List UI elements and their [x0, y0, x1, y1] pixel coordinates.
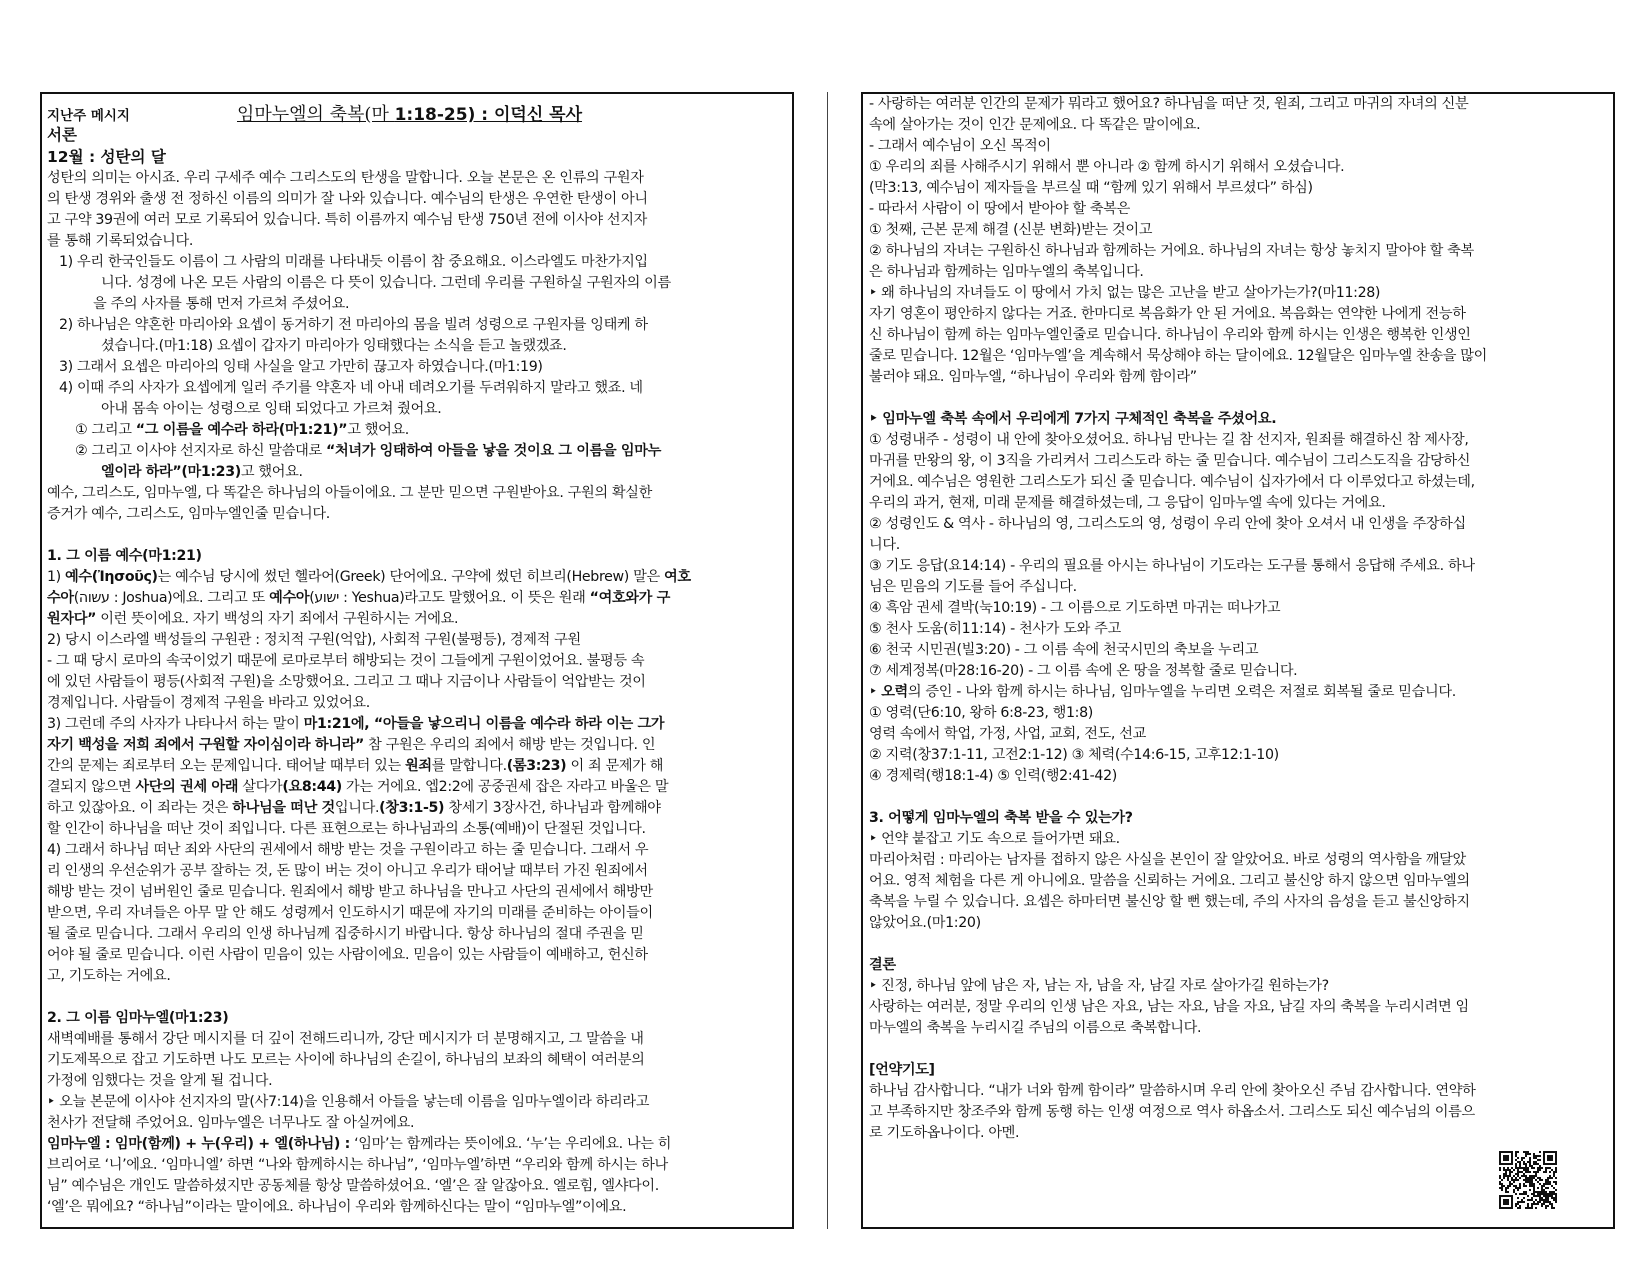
text-span: 하고 있잖아요. 이 죄라는 것은 [47, 800, 233, 816]
title-reference: 1:18-25) : 이덕신 목사 [394, 105, 583, 125]
bold-text: 오력 [881, 684, 908, 700]
text-line: 새벽예배를 통해서 강단 메시지를 더 깊이 전해드리니까, 강단 메시지가 더 분명해지고, 그 말씀을 내 [47, 1031, 644, 1047]
left-body [47, 124, 788, 1218]
text-span: ① 그리고 [75, 422, 136, 438]
text-line: 천사가 전달해 주었어요. 임마누엘은 너무나도 잘 아실꺼에요. [47, 1115, 415, 1131]
text-line: 받으면, 우리 자녀들은 아무 말 안 해도 성령께서 인도하시기 때문에 자기의 미래를 준비하는 아이들이 [47, 905, 653, 921]
subheading: [언약기도] [869, 1062, 935, 1078]
text-line: ① 첫째, 근본 문제 해결 (신분 변화)받는 것이고 [869, 222, 1153, 238]
spacer [869, 787, 1609, 808]
text-line: 사랑하는 여러분, 정말 우리의 인생 남은 자요, 남는 자요, 남을 자요, 남길 자의 축복을 누리시려면 임 [869, 999, 1469, 1015]
text-line: 4) 이때 주의 사자가 요셉에게 일러 주기를 약혼자 네 아내 데려오기를 두려워하지 말라고 했죠. 네 [59, 380, 643, 396]
right-column [861, 92, 1615, 1229]
text-line: 님은 믿음의 기도를 들어 주십니다. [869, 579, 1077, 595]
text-line [47, 462, 788, 483]
text-span: ‘임마’는 함께라는 뜻이에요. ‘누’는 우리에요. 나는 히 [349, 1136, 672, 1152]
bold-text: “그 이름을 예수라 하라(마1:21)” [135, 422, 348, 438]
text-line: 마누엘의 축복을 누리시길 주님의 이름으로 축복합니다. [869, 1020, 1202, 1036]
text-line: 경제입니다. 사람들이 경제적 구원을 바라고 있었어요. [47, 695, 370, 711]
text-line: 기도제목으로 잡고 기도하면 나도 모르는 사이에 하나님의 손길이, 하나님의 보좌의 혜택이 여러분의 [47, 1052, 645, 1068]
text-line: 할 인간이 하나님을 떠난 것이 죄입니다. 다른 표현으로는 하나님과의 소통(예배)이 단절된 것입니다. [47, 821, 646, 837]
text-line: 리 인생의 우선순위가 공부 잘하는 것, 돈 많이 버는 것이 아니고 우리가 태어날 때부터 가진 원죄에서 [47, 863, 648, 879]
text-line: ① 성령내주 - 성령이 내 안에 찾아오셨어요. 하나님 만나는 길 참 선지자, 원죄를 해결하신 참 제사장, [869, 432, 1469, 448]
text-line [47, 714, 788, 735]
text-line: 브리어로 ‘니’에요. ‘임마니엘’ 하면 “나와 함께하시는 하나님”, ‘임마누엘’하면 “우리와 함께 하시는 하나 [47, 1157, 668, 1173]
bold-text: 자기 백성을 저희 죄에서 구원할 자이심이라 하니라” [47, 737, 364, 753]
text-line: ② 하나님의 자녀는 구원하신 하나님과 함께하는 거에요. 하나님의 자녀는 항상 놓치지 말아야 할 축복 [869, 243, 1474, 259]
text-line: ① 영력(단6:10, 왕하 6:8-23, 행1:8) [869, 705, 1093, 721]
text-span: 이 죄 문제가 해 [566, 758, 664, 774]
bold-text: 엘이라 하라”(마1:23) [101, 464, 241, 480]
header [47, 100, 788, 124]
bold-text: 마1:21에, “아들을 낳으리니 이름을 예수라 하라 이는 그가 [303, 716, 665, 732]
text-line: ⑥ 천국 시민권(빌3:20) - 그 이름 속에 천국시민의 축보을 누리고 [869, 642, 1259, 658]
text-span: 창세기 3장사건, 하나님과 함께해야 [444, 800, 661, 816]
text-line: ⑦ 세계정복(마28:16-20) - 그 이름 속에 온 땅을 정복할 줄로 믿습니다. [869, 663, 1298, 679]
text-line: ② 지력(창37:1-11, 고전2:1-12) ③ 체력(수14:6-15, 고후12:1-10) [869, 747, 1279, 763]
bold-text: 여호 [663, 569, 691, 585]
text-line: ④ 흑암 권세 결박(눅10:19) - 그 이름으로 기도하면 마귀는 떠나가고 [869, 600, 1281, 616]
text-line: 니다. 성경에 나온 모든 사람의 이름은 다 뜻이 있습니다. 그런데 우리를 구원하실 구원자의 이름 [101, 275, 671, 291]
subheading: 2. 그 이름 임마누엘(마1:23) [47, 1010, 229, 1026]
text-line: 않았어요.(마1:20) [869, 915, 981, 931]
text-line: 2) 당시 이스라엘 백성들의 구원관 : 정치적 구원(억압), 사회적 구원(불평등), 경제적 구원 [47, 632, 581, 648]
text-line [47, 441, 788, 462]
text-line: 성탄의 의미는 아시죠. 우리 구세주 예수 그리스도의 탄생을 말합니다. 오늘 본문은 온 인류의 구원자 [47, 170, 644, 186]
text-line: 축복을 누릴 수 있습니다. 요셉은 하마터면 불신앙 할 뻔 했는데, 주의 사자의 음성을 듣고 불신앙하지 [869, 894, 1470, 910]
text-line [47, 735, 788, 756]
text-line: 가정에 임했다는 것을 알게 될 겁니다. [47, 1073, 273, 1089]
text-line: ③ 기도 응답(요14:14) - 우리의 필요를 아시는 하나님이 기도라는 도구를 통해서 응답해 주세요. 하나 [869, 558, 1475, 574]
text-line [47, 756, 788, 777]
section-heading: 12월 : 성탄의 달 [47, 148, 166, 166]
text-line: ‣ 진정, 하나님 앞에 남은 자, 남는 자, 남을 자, 남길 자로 살아가길 원하는가? [869, 978, 1329, 994]
spacer [869, 388, 1609, 409]
text-span: 참 구원은 우리의 죄에서 해방 받는 것입니다. 인 [363, 737, 656, 753]
text-line: 해방 받는 것이 넘버원인 줄로 믿습니다. 원죄에서 해방 받고 하나님을 만나고 사단의 권세에서 해방만 [47, 884, 653, 900]
text-line: 고 구약 39권에 여러 모로 기록되어 있습니다. 특히 이름까지 예수님 탄생 750년 전에 이사야 선지자 [47, 212, 647, 228]
text-line: - 따라서 사람이 이 땅에서 받아야 할 축복은 [869, 201, 1130, 217]
text-line [47, 567, 788, 588]
bold-text: (요8:44) [282, 779, 342, 795]
text-line: 예수, 그리스도, 임마누엘, 다 똑같은 하나님의 아들이에요. 그 분만 믿으면 구원받아요. 구원의 확실한 [47, 485, 652, 501]
text-line: 4) 그래서 하나님 떠난 죄와 사단의 권세에서 해방 받는 것을 구원이라고 하는 줄 믿습니다. 그래서 우 [47, 842, 649, 858]
text-line: 줄로 믿습니다. 12월은 ‘임마누엘’을 계속해서 묵상해야 하는 달이에요. 12월달은 임마누엘 찬송을 많이 [869, 348, 1487, 364]
text-line: ‣ 언약 붙잡고 기도 속으로 들어가면 돼요. [869, 831, 1120, 847]
text-line: 거에요. 예수님은 영원한 그리스도가 되신 줄 믿습니다. 예수님이 십자가에서 다 이루었다고 하셨는데, [869, 474, 1475, 490]
text-line: ④ 경제력(행18:1-4) ⑤ 인력(행2:41-42) [869, 768, 1117, 784]
text-line: ② 성령인도 & 역사 - 하나님의 영, 그리스도의 영, 성령이 우리 안에 찾아 오셔서 내 인생을 주장하십 [869, 516, 1466, 532]
bold-text: (롬3:23) [506, 758, 567, 774]
text-line: 은 하나님과 함께하는 임마누엘의 축복입니다. [869, 264, 1144, 280]
text-line: 로 기도하옵나이다. 아멘. [869, 1125, 1020, 1141]
text-line: 영력 속에서 학업, 가정, 사업, 교회, 전도, 선교 [869, 726, 1146, 742]
spacer [47, 525, 788, 546]
text-line: - 그래서 예수님이 오신 목적이 [869, 138, 1051, 154]
text-line: 하나님 감사합니다. “내가 너와 함께 함이라” 말씀하시며 우리 안에 찾아오신 주님 감사합니다. 연약하 [869, 1083, 1476, 1099]
subheading: 1. 그 이름 예수(마1:21) [47, 548, 202, 564]
text-span: 고 했어요. [240, 464, 303, 480]
text-span: 결되지 않으면 [47, 779, 136, 795]
text-line: - 사랑하는 여러분 인간의 문제가 뭐라고 했어요? 하나님을 떠난 것, 원죄, 그리고 마귀의 자녀의 신분 [869, 96, 1469, 112]
text-line [869, 682, 1609, 703]
text-line: 속에 살아가는 것이 인간 문제에요. 다 똑같은 말이에요. [869, 117, 1201, 133]
bold-text: 예수아 [269, 590, 310, 606]
bold-text: 원죄 [404, 758, 432, 774]
text-span: ② 그리고 이사야 선지자로 하신 말씀대로 [75, 443, 327, 459]
text-line: 을 주의 사자를 통해 먼저 가르쳐 주셨어요. [93, 296, 350, 312]
text-span: ‣ [869, 684, 882, 700]
text-line: 신 하나님이 함께 하는 임마누엘인줄로 믿습니다. 하나님이 우리와 함께 하시는 인생은 행복한 인생인 [869, 327, 1471, 343]
text-line [47, 1134, 788, 1155]
qr-code-icon [1499, 1151, 1557, 1209]
text-span: 는 예수님 당시에 썼던 헬라어(Greek) 단어에요. 구약에 썼던 히브리(Hebrew) 말은 [157, 569, 664, 585]
bold-text: “여호와가 구 [589, 590, 670, 606]
text-span: 3) 그런데 주의 사자가 나타나서 하는 말이 [47, 716, 304, 732]
text-line: 우리의 과거, 현재, 미래 문제를 해결하셨는데, 그 응답이 임마누엘 속에 있다는 거에요. [869, 495, 1386, 511]
text-line [47, 588, 788, 609]
text-line: ‣ 오늘 본문에 이사야 선지자의 말(사7:14)을 인용해서 아들을 낳는데 이름을 임마누엘이라 하리라고 [47, 1094, 650, 1110]
text-span: 1) [47, 569, 66, 585]
text-line: - 그 때 당시 로마의 속국이었기 때문에 로마로부터 해방되는 것이 그들에게 구원이었어요. 불평등 속 [47, 653, 645, 669]
left-column [40, 92, 794, 1229]
right-body [869, 94, 1609, 1144]
text-span: 입니다. [334, 800, 380, 816]
text-line [47, 777, 788, 798]
text-line: 1) 우리 한국인들도 이름이 그 사람의 미래를 나타내듯 이름이 참 중요해요. 이스라엘도 마찬가지입 [59, 254, 648, 270]
text-line [47, 609, 788, 630]
text-line: 어야 될 줄로 믿습니다. 이런 사람이 믿음이 있는 사람이에요. 믿음이 있는 사람들이 예배하고, 헌신하 [47, 947, 648, 963]
text-span: 의 증인 - 나와 함께 하시는 하나님, 임마누엘을 누리면 오력은 저절로 회복될 줄로 믿습니다. [907, 684, 1456, 700]
subheading: 3. 어떻게 임마누엘의 축복 받을 수 있는가? [869, 810, 1133, 826]
text-span: 를 말합니다. [431, 758, 507, 774]
text-line: 셨습니다.(마1:18) 요셉이 갑자기 마리아가 잉태했다는 소식을 듣고 놀랬겠죠. [101, 338, 567, 354]
text-line: 고, 기도하는 거에요. [47, 968, 171, 984]
text-line: ⑤ 천사 도움(히11:14) - 천사가 도와 주고 [869, 621, 1121, 637]
text-line: ‣ 왜 하나님의 자녀들도 이 땅에서 가치 없는 많은 고난을 받고 살아가는가?(마11:28) [869, 285, 1381, 301]
text-span: 이런 뜻이에요. 자기 백성의 자기 죄에서 구원하시는 거에요. [96, 611, 459, 627]
text-line: 불러야 돼요. 임마누엘, “하나님이 우리와 함께 함이라” [869, 369, 1197, 385]
text-line: ‘엘’은 뭐에요? “하나님”이라는 말이에요. 하나님이 우리와 함께하신다는 말이 “임마누엘”이에요. [47, 1199, 627, 1215]
text-span: 가는 거에요. 엡2:2에 공중권세 잡은 자라고 바울은 말 [341, 779, 669, 795]
text-span: 간의 문제는 죄로부터 오는 문제입니다. 태어날 때부터 있는 [47, 758, 405, 774]
spacer [47, 987, 788, 1008]
text-line [47, 420, 788, 441]
text-span: (עשוה : Joshua)에요. 그리고 또 [73, 590, 270, 606]
spacer [869, 1039, 1609, 1060]
text-line: 마리아처럼 : 마리아는 남자를 접하지 않은 사실을 본인이 잘 알았어요. 바로 성령의 역사함을 깨달았 [869, 852, 1466, 868]
bold-text: 예수(Ἰησοῦς) [65, 569, 158, 585]
text-line: 마귀를 만왕의 왕, 이 3직을 가리켜서 그리스도라 하는 줄 믿습니다. 예수님이 그리스도직을 감당하신 [869, 453, 1471, 469]
text-line: 아내 몸속 아이는 성령으로 잉태 되었다고 가르쳐 줬어요. [101, 401, 442, 417]
text-line: 3) 그래서 요셉은 마리아의 잉태 사실을 알고 가만히 끊고자 하였습니다.(마1:19) [59, 359, 543, 375]
subheading: ‣ 임마누엘 축복 속에서 우리에게 7가지 구체적인 축복을 주셨어요. [869, 411, 1277, 427]
text-line: 자기 영혼이 평안하지 않다는 거죠. 한마디로 복음화가 안 된 거에요. 복음화는 연약한 나에게 전능하 [869, 306, 1466, 322]
text-line: 에 있던 사람들이 평등(사회적 구원)을 소망했어요. 그리고 그 때나 지금이나 사람들이 억압받는 것이 [47, 674, 646, 690]
text-line [47, 798, 788, 819]
column-divider [827, 92, 828, 1229]
text-line: 증거가 예수, 그리스도, 임마누엘인줄 믿습니다. [47, 506, 330, 522]
text-span: (ישוע : Yeshua)라고도 말했어요. 이 뜻은 원래 [309, 590, 590, 606]
bold-text: 하나님을 떠난 것 [232, 800, 335, 816]
subheading: 결론 [869, 957, 896, 973]
title-prefix: 임마누엘의 축복(마 [237, 104, 395, 125]
text-line: 를 통해 기록되었습니다. [47, 233, 194, 249]
text-line: 고 부족하지만 창조주와 함께 동행 하는 인생 여정으로 역사 하옵소서. 그리스도 되신 예수님의 이름으 [869, 1104, 1475, 1120]
bold-text: 임마누엘 : 임마(함께) + 누(우리) + 엘(하나님) : [47, 1136, 350, 1152]
section-tag: 지난주 메시지 [47, 108, 130, 124]
bold-text: 수아 [47, 590, 74, 606]
bold-text: 사단의 권세 아래 [135, 779, 239, 795]
text-line: 님” 예수님은 개인도 말씀하셨지만 공동체를 항상 말씀하셨어요. ‘엘’은 잘 알잖아요. 엘로힘, 엘샤다이. [47, 1178, 659, 1194]
text-line: 2) 하나님은 약혼한 마리아와 요셉이 동거하기 전 마리아의 몸을 빌려 성령으로 구원자를 잉태케 하 [59, 317, 648, 333]
bold-text: 원자다” [47, 611, 97, 627]
bold-text: “처녀가 잉태하여 아들을 낳을 것이요 그 이름을 임마누 [326, 443, 661, 459]
spacer [869, 934, 1609, 955]
text-span: 살다가 [238, 779, 283, 795]
text-line: 될 줄로 믿습니다. 그래서 우리의 인생 하나님께 집중하시기 바랍니다. 항상 하나님의 절대 주권을 믿 [47, 926, 644, 942]
page-title [237, 100, 582, 126]
bold-text: (창3:1-5) [379, 800, 445, 816]
text-line: (막3:13, 예수님이 제자들을 부르실 때 “함께 있기 위해서 부르셨다” 하심) [869, 180, 1313, 196]
text-line: 의 탄생 경위와 출생 전 정하신 이름의 의미가 잘 나와 있습니다. 예수님의 탄생은 우연한 탄생이 아니 [47, 191, 648, 207]
section-heading: 서론 [47, 126, 77, 144]
text-line: 어요. 영적 체험을 다른 게 아니에요. 말씀을 신뢰하는 거에요. 그리고 불신앙 하지 않으면 임마누엘의 [869, 873, 1470, 889]
text-span: 고 했어요. [347, 422, 409, 438]
text-line: 니다. [869, 537, 900, 553]
text-line: ① 우리의 죄를 사해주시기 위해서 뿐 아니라 ② 함께 하시기 위해서 오셨습니다. [869, 159, 1345, 175]
